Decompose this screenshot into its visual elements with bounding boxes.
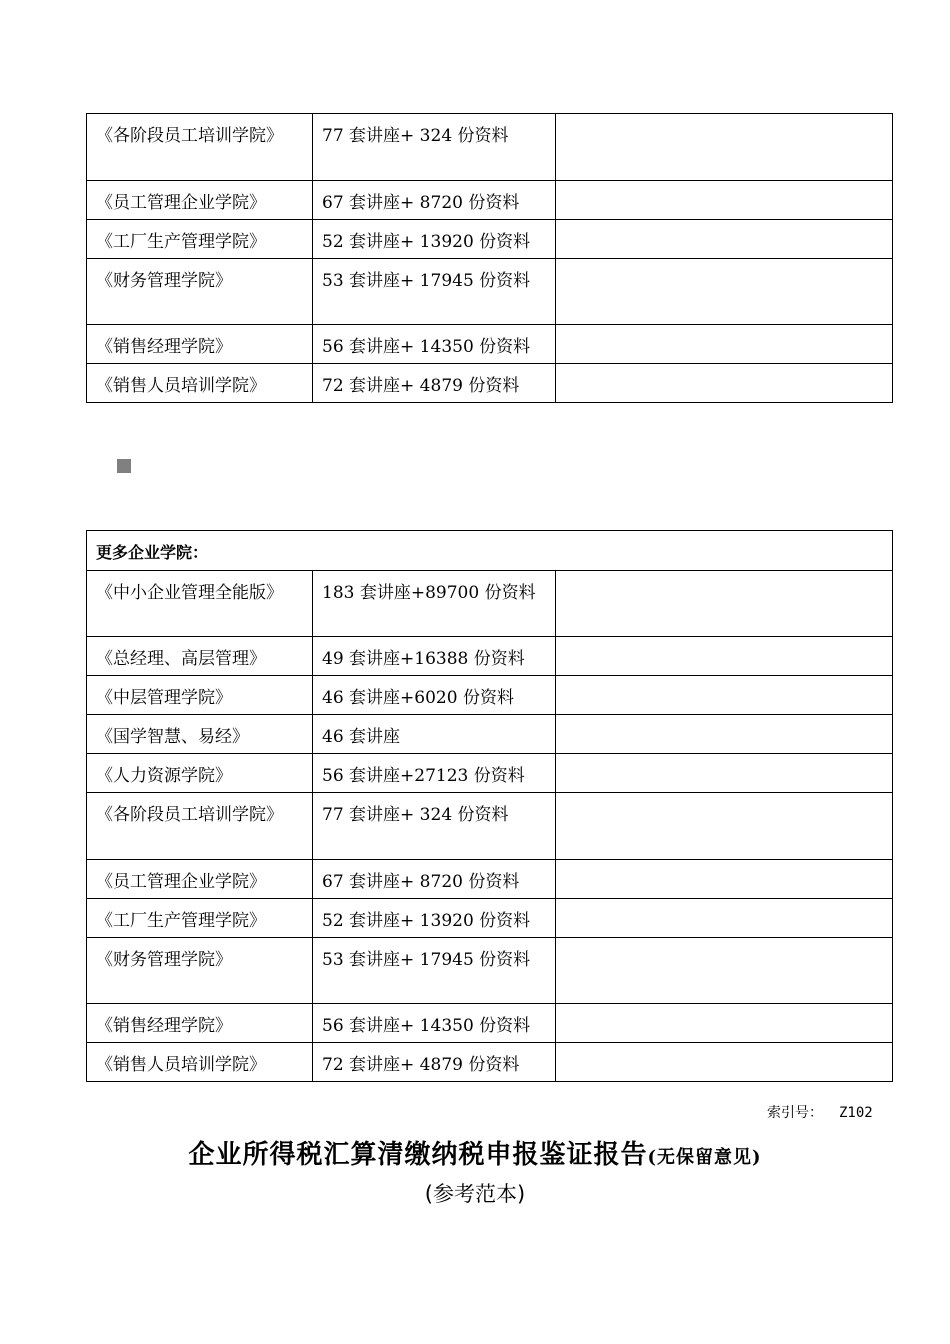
- academy-name: 《各阶段员工培训学院》: [87, 793, 313, 860]
- academy-content: 56 套讲座+27123 份资料: [313, 754, 556, 793]
- academy-name: 《国学智慧、易经》: [87, 715, 313, 754]
- academy-content: 52 套讲座+ 13920 份资料: [313, 899, 556, 938]
- academy-name: 《中小企业管理全能版》: [87, 571, 313, 637]
- academy-extra: [556, 571, 893, 637]
- academy-extra: [556, 325, 893, 364]
- academy-extra: [556, 1004, 893, 1043]
- table-row: [87, 220, 893, 259]
- academy-content: 53 套讲座+ 17945 份资料: [313, 259, 556, 325]
- academy-content: 77 套讲座+ 324 份资料: [313, 114, 556, 181]
- academy-name: 《中层管理学院》: [87, 676, 313, 715]
- table-row: [87, 259, 893, 325]
- table-row: [87, 860, 893, 899]
- academy-name: 《销售经理学院》: [87, 1004, 313, 1043]
- academy-content: 72 套讲座+ 4879 份资料: [313, 1043, 556, 1082]
- academy-content: 72 套讲座+ 4879 份资料: [313, 364, 556, 403]
- academy-extra: [556, 793, 893, 860]
- title-suffix: (无保留意见): [647, 1147, 762, 1168]
- table-row: [87, 899, 893, 938]
- index-value: Z102: [839, 1105, 873, 1121]
- page-subtitle: (参考范本): [424, 1182, 526, 1206]
- table-row: [87, 325, 893, 364]
- square-bullet-icon: [117, 459, 131, 473]
- academy-extra: [556, 754, 893, 793]
- table-row: [87, 571, 893, 637]
- academy-extra: [556, 181, 893, 220]
- academy-extra: [556, 114, 893, 181]
- academy-extra: [556, 220, 893, 259]
- academy-name: 《人力资源学院》: [87, 754, 313, 793]
- table-row: [87, 754, 893, 793]
- academy-content: 52 套讲座+ 13920 份资料: [313, 220, 556, 259]
- table-row: [87, 1043, 893, 1082]
- index-number: [767, 1102, 873, 1122]
- table-row: [87, 793, 893, 860]
- academy-name: 《各阶段员工培训学院》: [87, 114, 313, 181]
- academy-extra: [556, 259, 893, 325]
- academy-name: 《销售经理学院》: [87, 325, 313, 364]
- academy-name: 《总经理、高层管理》: [87, 637, 313, 676]
- academy-content: 53 套讲座+ 17945 份资料: [313, 938, 556, 1004]
- table-row: [87, 114, 893, 181]
- academy-name: 《销售人员培训学院》: [87, 1043, 313, 1082]
- table-row: [87, 181, 893, 220]
- title-main: 企业所得税汇算清缴纳税申报鉴证报告: [188, 1140, 648, 1170]
- academy-name: 《财务管理学院》: [87, 938, 313, 1004]
- table-row: [87, 938, 893, 1004]
- academy-name: 《工厂生产管理学院》: [87, 220, 313, 259]
- academy-content: 67 套讲座+ 8720 份资料: [313, 181, 556, 220]
- index-label: 索引号：: [767, 1105, 823, 1121]
- academy-content: 67 套讲座+ 8720 份资料: [313, 860, 556, 899]
- academy-name: 《财务管理学院》: [87, 259, 313, 325]
- academy-extra: [556, 860, 893, 899]
- table-row: [87, 364, 893, 403]
- academy-content: 46 套讲座: [313, 715, 556, 754]
- academy-table-1: [86, 113, 893, 403]
- academy-extra: [556, 637, 893, 676]
- table-row: [87, 1004, 893, 1043]
- academy-content: 77 套讲座+ 324 份资料: [313, 793, 556, 860]
- academy-extra: [556, 899, 893, 938]
- academy-content: 56 套讲座+ 14350 份资料: [313, 325, 556, 364]
- academy-table-2: [86, 530, 893, 1082]
- academy-extra: [556, 676, 893, 715]
- academy-extra: [556, 1043, 893, 1082]
- table-row: [87, 637, 893, 676]
- page-title: [0, 1134, 950, 1171]
- academy-name: 《工厂生产管理学院》: [87, 899, 313, 938]
- academy-content: 49 套讲座+16388 份资料: [313, 637, 556, 676]
- table-header-row: [87, 531, 893, 571]
- academy-name: 《员工管理企业学院》: [87, 860, 313, 899]
- table-row: [87, 715, 893, 754]
- academy-content: 46 套讲座+6020 份资料: [313, 676, 556, 715]
- academy-name: 《销售人员培训学院》: [87, 364, 313, 403]
- academy-content: 183 套讲座+89700 份资料: [313, 571, 556, 637]
- academy-extra: [556, 715, 893, 754]
- academy-extra: [556, 938, 893, 1004]
- academy-extra: [556, 364, 893, 403]
- academy-name: 《员工管理企业学院》: [87, 181, 313, 220]
- table-header: 更多企业学院：: [87, 531, 893, 571]
- academy-content: 56 套讲座+ 14350 份资料: [313, 1004, 556, 1043]
- table-row: [87, 676, 893, 715]
